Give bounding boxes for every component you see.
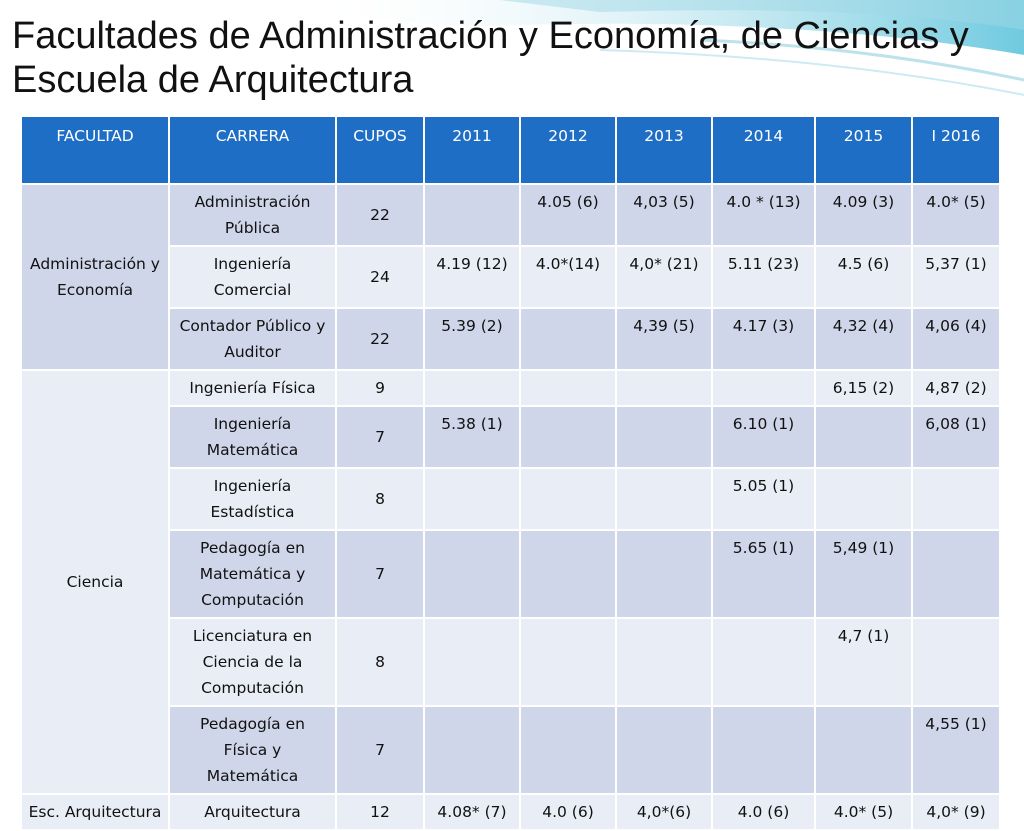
header-facultad: FACULTAD <box>21 116 169 184</box>
cell-2013 <box>616 530 712 618</box>
cupos-cell: 22 <box>336 184 424 246</box>
cell-2012 <box>520 468 616 530</box>
cell-2013: 4,0* (21) <box>616 246 712 308</box>
cell-2016: 4,06 (4) <box>912 308 1000 370</box>
cell-2015: 4,7 (1) <box>815 618 912 706</box>
cell-2012: 4.0 (6) <box>520 794 616 830</box>
cell-2011: 4.08* (7) <box>424 794 520 830</box>
cell-2012 <box>520 406 616 468</box>
cupos-cell: 7 <box>336 406 424 468</box>
header-row <box>21 116 1000 184</box>
cell-2015: 4.0* (5) <box>815 794 912 830</box>
cell-2014: 4.17 (3) <box>712 308 815 370</box>
cupos-cell: 7 <box>336 706 424 794</box>
cell-2016: 4,0* (9) <box>912 794 1000 830</box>
cell-2011 <box>424 370 520 406</box>
cell-2011 <box>424 706 520 794</box>
carrera-cell: Licenciatura en Ciencia de la Computación <box>169 618 336 706</box>
header-2013: 2013 <box>616 116 712 184</box>
cell-2012 <box>520 530 616 618</box>
cell-2016: 6,08 (1) <box>912 406 1000 468</box>
carrera-cell: Administración Pública <box>169 184 336 246</box>
cell-2012: 4.05 (6) <box>520 184 616 246</box>
cell-2013 <box>616 618 712 706</box>
carrera-cell: Pedagogía en Física y Matemática <box>169 706 336 794</box>
table-row <box>21 794 1000 830</box>
cell-2015: 4.5 (6) <box>815 246 912 308</box>
cell-2014 <box>712 618 815 706</box>
table-row <box>21 184 1000 246</box>
cell-2015 <box>815 706 912 794</box>
cell-2011 <box>424 468 520 530</box>
cupos-cell: 7 <box>336 530 424 618</box>
cell-2015: 4,32 (4) <box>815 308 912 370</box>
cell-2013 <box>616 468 712 530</box>
carrera-cell: Ingeniería Física <box>169 370 336 406</box>
slide-title: Facultades de Administración y Economía, de Ciencias y Escuela de Arquitectura <box>12 15 969 101</box>
cupos-cell: 22 <box>336 308 424 370</box>
cell-2014: 5.65 (1) <box>712 530 815 618</box>
cell-2016: 5,37 (1) <box>912 246 1000 308</box>
table-row <box>21 370 1000 406</box>
cupos-cell: 8 <box>336 468 424 530</box>
cell-2011 <box>424 618 520 706</box>
cupos-cell: 8 <box>336 618 424 706</box>
facultad-cell: Administración y Economía <box>21 184 169 370</box>
cell-2014: 5.11 (23) <box>712 246 815 308</box>
header-2016: I 2016 <box>912 116 1000 184</box>
header-2011: 2011 <box>424 116 520 184</box>
cell-2016 <box>912 468 1000 530</box>
cell-2013: 4,03 (5) <box>616 184 712 246</box>
cell-2013 <box>616 406 712 468</box>
facultad-cell: Ciencia <box>21 370 169 794</box>
cell-2013: 4,39 (5) <box>616 308 712 370</box>
cupos-cell: 24 <box>336 246 424 308</box>
cupos-cell: 12 <box>336 794 424 830</box>
header-cupos: CUPOS <box>336 116 424 184</box>
cell-2014 <box>712 706 815 794</box>
cell-2015: 4.09 (3) <box>815 184 912 246</box>
carrera-cell: Pedagogía en Matemática y Computación <box>169 530 336 618</box>
cell-2012 <box>520 618 616 706</box>
carrera-cell: Ingeniería Matemática <box>169 406 336 468</box>
cell-2012 <box>520 308 616 370</box>
cell-2014: 4.0 * (13) <box>712 184 815 246</box>
header-2015: 2015 <box>815 116 912 184</box>
cell-2014: 5.05 (1) <box>712 468 815 530</box>
cell-2015: 6,15 (2) <box>815 370 912 406</box>
cell-2011: 4.19 (12) <box>424 246 520 308</box>
cell-2016: 4,55 (1) <box>912 706 1000 794</box>
cell-2016 <box>912 618 1000 706</box>
cell-2011 <box>424 530 520 618</box>
cell-2012 <box>520 706 616 794</box>
admissions-table <box>20 115 1001 831</box>
cell-2014: 6.10 (1) <box>712 406 815 468</box>
header-2012: 2012 <box>520 116 616 184</box>
cell-2012 <box>520 370 616 406</box>
cell-2014: 4.0 (6) <box>712 794 815 830</box>
carrera-cell: Ingeniería Comercial <box>169 246 336 308</box>
cell-2015 <box>815 468 912 530</box>
cell-2016 <box>912 530 1000 618</box>
header-2014: 2014 <box>712 116 815 184</box>
carrera-cell: Ingeniería Estadística <box>169 468 336 530</box>
cell-2013 <box>616 706 712 794</box>
cell-2013 <box>616 370 712 406</box>
cell-2016: 4.0* (5) <box>912 184 1000 246</box>
cell-2011: 5.38 (1) <box>424 406 520 468</box>
cell-2012: 4.0*(14) <box>520 246 616 308</box>
cell-2011 <box>424 184 520 246</box>
carrera-cell: Contador Público y Auditor <box>169 308 336 370</box>
cell-2011: 5.39 (2) <box>424 308 520 370</box>
cupos-cell: 9 <box>336 370 424 406</box>
facultad-cell: Esc. Arquitectura <box>21 794 169 830</box>
header-carrera: CARRERA <box>169 116 336 184</box>
cell-2014 <box>712 370 815 406</box>
cell-2015 <box>815 406 912 468</box>
cell-2015: 5,49 (1) <box>815 530 912 618</box>
carrera-cell: Arquitectura <box>169 794 336 830</box>
cell-2013: 4,0*(6) <box>616 794 712 830</box>
cell-2016: 4,87 (2) <box>912 370 1000 406</box>
